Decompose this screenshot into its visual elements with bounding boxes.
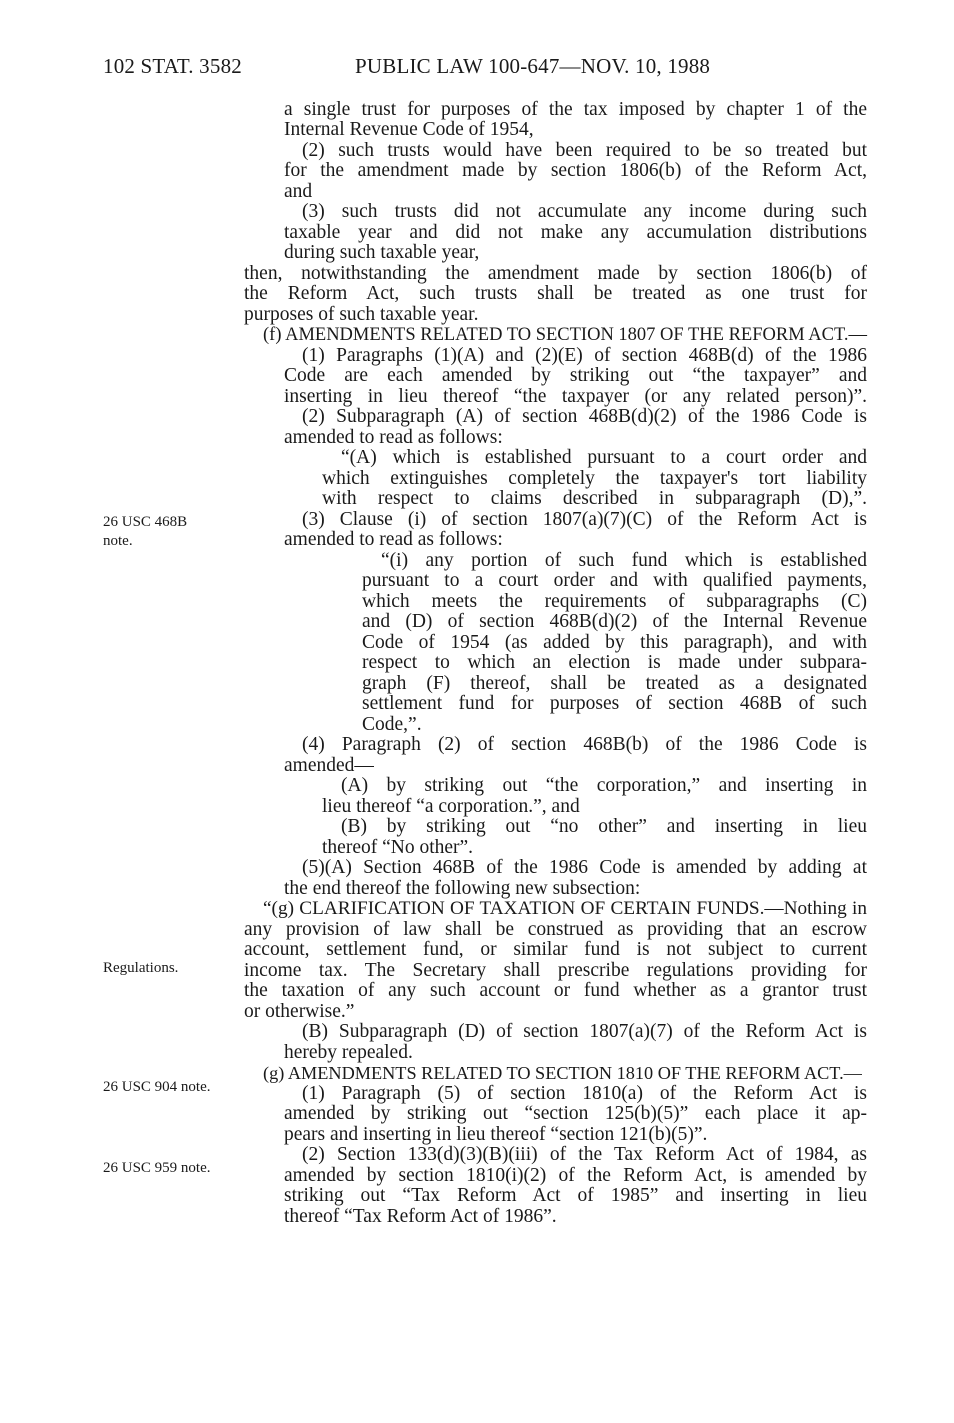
subsection-heading-g-clarification: “(g) CLARIFICATION OF TAXATION OF CERTAIN FUNDS.—Nothing in — [263, 898, 867, 919]
text-line: which meets the requirements of subparagraphs (C) — [362, 591, 867, 612]
text-line: with respect to claims described in subparagraph (D),”. — [322, 488, 867, 509]
text-line: amended— — [284, 755, 374, 776]
text-line: Internal Revenue Code of 1954, — [284, 119, 534, 140]
text-line: the Reform Act, such trusts shall be treated as one trust for — [244, 283, 867, 304]
text-line: for the amendment made by section 1806(b) of the Reform Act, — [284, 160, 867, 181]
text-line: “(A) which is established pursuant to a court order and — [341, 447, 867, 468]
text-line: which extinguishes completely the taxpayer's tort liability — [322, 468, 867, 489]
text-line: taxable year and did not make any accumulation distributions — [284, 222, 867, 243]
stat-citation: 102 STAT. 3582 — [103, 54, 242, 78]
margin-note-468b-note: note. — [103, 533, 133, 549]
text-line: (4) Paragraph (2) of section 468B(b) of the 1986 Code is — [302, 734, 867, 755]
text-line: or otherwise.” — [244, 1001, 355, 1022]
text-line: settlement fund for purposes of section 468B of such — [362, 693, 867, 714]
text-line: the taxation of any such account or fund whether as a grantor trust — [244, 980, 867, 1001]
text-line: lieu thereof “a corporation.”, and — [322, 796, 580, 817]
text-line: thereof “Tax Reform Act of 1986”. — [284, 1206, 557, 1227]
text-line: (5)(A) Section 468B of the 1986 Code is amended by adding at — [302, 857, 867, 878]
margin-note-468b: 26 USC 468B — [103, 514, 188, 530]
text-line: amended by section 1810(i)(2) of the Reform Act, is amended by — [284, 1165, 867, 1186]
text-line: “(i) any portion of such fund which is established — [381, 550, 867, 571]
text-line: during such taxable year, — [284, 242, 480, 263]
text-line: Code,”. — [362, 714, 422, 735]
subsection-heading-f: (f) AMENDMENTS RELATED TO SECTION 1807 OF THE REFORM ACT.— — [263, 325, 868, 345]
text-line: pears and inserting in lieu thereof “section 121(b)(5)”. — [284, 1124, 708, 1145]
text-line: respect to which an election is made under subpara- — [362, 652, 867, 673]
text-line: (2) Section 133(d)(3)(B)(iii) of the Tax Reform Act of 1984, as — [302, 1144, 867, 1165]
text-line: Code of 1954 (as added by this paragraph), and with — [362, 632, 867, 653]
text-line: (3) such trusts did not accumulate any income during such — [302, 201, 867, 222]
text-line: (B) Subparagraph (D) of section 1807(a)(7) of the Reform Act is — [302, 1021, 867, 1042]
margin-note-904: 26 USC 904 note. — [103, 1079, 211, 1095]
text-line: graph (F) thereof, shall be treated as a designated — [362, 673, 867, 694]
text-line: and — [284, 181, 313, 202]
text-line: hereby repealed. — [284, 1042, 413, 1063]
text-line: (1) Paragraphs (1)(A) and (2)(E) of section 468B(d) of the 1986 — [302, 345, 867, 366]
text-line: (2) such trusts would have been required to be so treated but — [302, 140, 867, 161]
text-line: income tax. The Secretary shall prescribe regulations providing for — [244, 960, 867, 981]
text-line: inserting in lieu thereof “the taxpayer (or any related person)”. — [284, 386, 867, 407]
margin-note-959: 26 USC 959 note. — [103, 1160, 211, 1176]
margin-note-regulations: Regulations. — [103, 960, 179, 976]
text-line: amended to read as follows: — [284, 529, 503, 550]
text-line: (2) Subparagraph (A) of section 468B(d)(2) of the 1986 Code is — [302, 406, 867, 427]
text-line: pursuant to a court order and with qualified payments, — [362, 570, 867, 591]
text-line: the end thereof the following new subsection: — [284, 878, 641, 899]
text-line: amended by striking out “section 125(b)(5)” each place it ap- — [284, 1103, 867, 1124]
text-line: any provision of law shall be construed as providing that an escrow — [244, 919, 867, 940]
text-line: then, notwithstanding the amendment made by section 1806(b) of — [244, 263, 867, 284]
text-line: (3) Clause (i) of section 1807(a)(7)(C) of the Reform Act is — [302, 509, 867, 530]
text-line: (1) Paragraph (5) of section 1810(a) of the Reform Act is — [302, 1083, 867, 1104]
text-line: amended to read as follows: — [284, 427, 503, 448]
subsection-heading-g: (g) AMENDMENTS RELATED TO SECTION 1810 OF THE REFORM ACT.— — [263, 1063, 862, 1083]
text-line: (B) by striking out “no other” and inserting in lieu — [341, 816, 867, 837]
text-line: thereof “No other”. — [322, 837, 474, 858]
text-line: and (D) of section 468B(d)(2) of the Internal Revenue — [362, 611, 867, 632]
text-line: Code are each amended by striking out “the taxpayer” and — [284, 365, 867, 386]
text-line: a single trust for purposes of the tax imposed by chapter 1 of the — [284, 99, 867, 120]
text-line: (A) by striking out “the corporation,” and inserting in — [341, 775, 867, 796]
text-line: striking out “Tax Reform Act of 1985” and inserting in lieu — [284, 1185, 867, 1206]
text-line: account, settlement fund, or similar fund is not subject to current — [244, 939, 867, 960]
public-law-heading: PUBLIC LAW 100-647—NOV. 10, 1988 — [355, 54, 711, 78]
text-line: purposes of such taxable year. — [244, 304, 479, 325]
